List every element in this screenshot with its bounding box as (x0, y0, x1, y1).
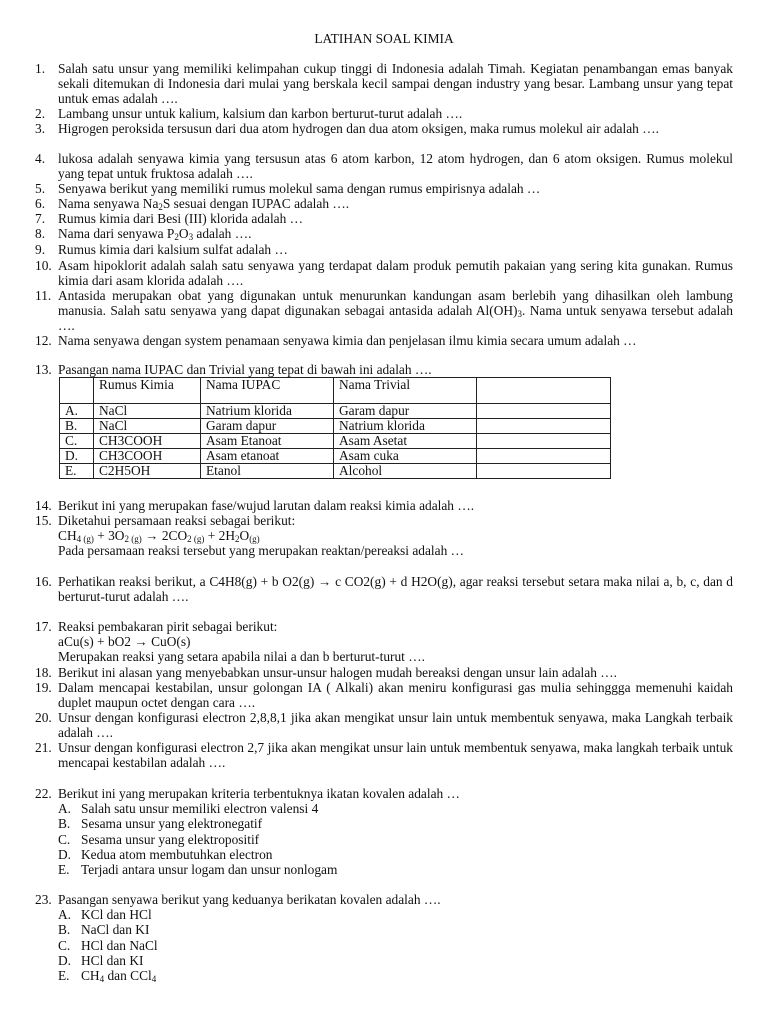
table-cell (477, 404, 611, 419)
question-6 (35, 196, 733, 211)
question-number: 4. (35, 151, 46, 166)
table-cell: A. (60, 404, 94, 419)
question-text: Nama dari senyawa $P_2O_3$ adalah …. (58, 226, 252, 242)
question-10 (35, 258, 733, 288)
reaction-equation: aCu(s) + bO2 → CuO(s) (58, 634, 191, 650)
question-16 (35, 574, 733, 604)
question-number: 19. (35, 680, 52, 695)
table-cell: Asam cuka (334, 449, 477, 464)
question-text: Berikut ini alasan yang menyebabkan unsur-unsur halogen mudah bereaksi dengan unsur lain adalah …. (58, 665, 617, 680)
table-header-cell: Nama Trivial (334, 378, 477, 404)
option: C. Sesama unsur yang elektropositif (58, 831, 260, 847)
question-number: 7. (35, 211, 46, 226)
question-number: 9. (35, 242, 46, 257)
question-number: 23. (35, 892, 52, 907)
table-cell: D. (60, 449, 94, 464)
table-header-cell (60, 378, 94, 404)
question-11 (35, 288, 733, 334)
question-number: 21. (35, 740, 52, 755)
table-cell: Etanol (201, 464, 334, 479)
question-text: Lambang unsur untuk kalium, kalsium dan karbon berturut-turut adalah …. (58, 106, 463, 121)
question-4 (35, 151, 733, 181)
question-21 (35, 740, 733, 770)
table-cell: Asam etanoat (201, 449, 334, 464)
table-cell: Alcohol (334, 464, 477, 479)
question-3 (35, 121, 733, 136)
question-text: Senyawa berikut yang memiliki rumus molekul sama dengan rumus empirisnya adalah … (58, 181, 541, 196)
question-number: 10. (35, 258, 52, 273)
question-number: 12. (35, 333, 52, 348)
question-8 (35, 226, 733, 241)
question-number: 11. (35, 288, 52, 303)
question-number: 6. (35, 196, 46, 211)
question-text: Pasangan nama IUPAC dan Trivial yang tepat di bawah ini adalah …. (58, 362, 432, 377)
question-text: Berikut ini yang merupakan kriteria terbentuknya ikatan kovalen adalah … (58, 786, 460, 801)
table-header-cell: Nama IUPAC (201, 378, 334, 404)
option: D. Kedua atom membutuhkan electron (58, 846, 273, 862)
table-cell: C2H5OH (94, 464, 201, 479)
table-cell: Asam Asetat (334, 434, 477, 449)
table-cell: Garam dapur (334, 404, 477, 419)
option: C. HCl dan NaCl (58, 937, 158, 953)
question-text: Asam hipoklorit adalah salah satu senyawa yang terdapat dalam produk pemutih pakaian yang sering kita gunakan. Rumus kimia dari asam klorida adalah …. (58, 258, 733, 289)
option-list (58, 801, 733, 877)
question-text: Rumus kimia dari kalsium sulfat adalah … (58, 242, 288, 257)
table-cell: Natrium klorida (201, 404, 334, 419)
question-text-2: Pada persamaan reaksi tersebut yang merupakan reaktan/pereaksi adalah … (58, 543, 465, 559)
table-cell: E. (60, 464, 94, 479)
option: D. HCl dan KI (58, 952, 144, 968)
table-header-cell: Rumus Kimia (94, 378, 201, 404)
table-cell: NaCl (94, 419, 201, 434)
question-text: Berikut ini yang merupakan fase/wujud larutan dalam reaksi kimia adalah …. (58, 498, 475, 513)
table-cell: Garam dapur (201, 419, 334, 434)
table-cell: Asam Etanoat (201, 434, 334, 449)
question-number: 3. (35, 121, 46, 136)
table-row (60, 419, 611, 434)
table-cell: Natrium klorida (334, 419, 477, 434)
option: A. Salah satu unsur memiliki electron valensi 4 (58, 801, 319, 817)
question-text: Dalam mencapai kestabilan, unsur golongan IA ( Alkali) akan meniru konfigurasi gas mulia sehinggga memenuhi kaidah duplet maupun octet dengan cara …. (58, 680, 733, 711)
question-5 (35, 181, 733, 196)
table-cell (477, 449, 611, 464)
table-cell (477, 464, 611, 479)
table-row (60, 464, 611, 479)
question-text: Pasangan senyawa berikut yang keduanya berikatan kovalen adalah …. (58, 892, 441, 907)
question-9 (35, 242, 733, 257)
question-17 (35, 619, 733, 665)
table-header-row (60, 378, 611, 404)
question-text: Reaksi pembakaran pirit sebagai berikut: (58, 619, 278, 634)
question-text: Nama senyawa $Na_2S$ sesuai dengan IUPAC adalah …. (58, 196, 350, 212)
question-number: 5. (35, 181, 46, 196)
question-13 (35, 362, 733, 377)
question-number: 14. (35, 498, 52, 513)
page-title: LATIHAN SOAL KIMIA (314, 31, 454, 46)
reaction-equation: $CH_{4 (g)} + 3O_{2 (g)} \to 2CO_{2 (g)} + 2H_2O_{(g)}$ (58, 528, 260, 545)
question-text: Salah satu unsur yang memiliki kelimpahan cukup tinggi di Indonesia adalah Timah. Kegiatan penambangan emas banyak sekali ditemukan di Indonesia dari mulai yang berskala kecil sampai dengan industry yang besar. Lambang unsur yang tepat untuk emas adalah …. (58, 61, 733, 107)
question-number: 16. (35, 574, 52, 589)
question-text: Higrogen peroksida tersusun dari dua atom hydrogen dan dua atom oksigen, maka rumus molekul air adalah …. (58, 121, 659, 136)
question-text: Rumus kimia dari Besi (III) klorida adalah … (58, 211, 304, 226)
question-number: 20. (35, 710, 52, 725)
table-header-cell (477, 378, 611, 404)
question-1 (35, 61, 733, 107)
question-12 (35, 333, 733, 348)
question-number: 8. (35, 226, 46, 241)
question-text: Perhatikan reaksi berikut, a C4H8(g) + b O2(g) → c CO2(g) + d H2O(g), agar reaksi tersebut setara maka nilai a, b, c, dan d berturut-turut adalah …. (58, 574, 733, 605)
option: A. KCl dan HCl (58, 907, 152, 923)
table-cell: B. (60, 419, 94, 434)
question-20 (35, 710, 733, 740)
table-cell: CH3COOH (94, 434, 201, 449)
option: B. NaCl dan KI (58, 922, 150, 938)
table-cell: CH3COOH (94, 449, 201, 464)
question-22 (35, 786, 733, 877)
question-text: Antasida merupakan obat yang digunakan untuk menurunkan kandungan asam berlebih yang dihasilkan oleh lambung manusia. Salah satu senyawa yang dapat digunakan sebagai antasida adalah $Al(OH)_3$. Nama untuk senyawa tersebut adalah …. (58, 288, 733, 334)
question-number: 2. (35, 106, 46, 121)
table-row (60, 404, 611, 419)
question-text-2: Merupakan reaksi yang setara apabila nilai a dan b berturut-turut …. (58, 649, 425, 665)
answer-table (59, 377, 611, 479)
question-7 (35, 211, 733, 226)
question-number: 13. (35, 362, 52, 377)
question-text: Unsur dengan konfigurasi electron 2,7 jika akan mengikat unsur lain untuk membentuk senyawa, maka langkah terbaik untuk mencapai kestabilan adalah …. (58, 740, 733, 771)
question-18 (35, 665, 733, 680)
question-number: 15. (35, 513, 52, 528)
option: E. $CH_4$ dan CCl$_4$ (58, 968, 157, 985)
question-number: 18. (35, 665, 52, 680)
question-text: Nama senyawa dengan system penamaan senyawa kimia dan penjelasan ilmu kimia secara umum adalah … (58, 333, 637, 348)
question-number: 1. (35, 61, 46, 76)
option: E. Terjadi antara unsur logam dan unsur nonlogam (58, 862, 338, 878)
question-15 (35, 513, 733, 559)
question-text: lukosa adalah senyawa kimia yang tersusun atas 6 atom karbon, 12 atom hydrogen, dan 6 atom oksigen. Rumus molekul yang tepat untuk fruktosa adalah …. (58, 151, 733, 182)
table-row (60, 449, 611, 464)
table-row (60, 434, 611, 449)
table-cell (477, 434, 611, 449)
table-cell: NaCl (94, 404, 201, 419)
question-number: 17. (35, 619, 52, 634)
table-cell: C. (60, 434, 94, 449)
question-text: Diketahui persamaan reaksi sebagai berikut: (58, 513, 296, 528)
question-number: 22. (35, 786, 52, 801)
table-cell (477, 419, 611, 434)
question-23 (35, 892, 733, 983)
option-list (58, 907, 733, 983)
question-text: Unsur dengan konfigurasi electron 2,8,8,1 jika akan mengikat unsur lain untuk membentuk senyawa, maka Langkah terbaik adalah …. (58, 710, 733, 741)
question-2 (35, 106, 733, 121)
option: B. Sesama unsur yang elektronegatif (58, 816, 263, 832)
question-19 (35, 680, 733, 710)
question-14 (35, 498, 733, 513)
